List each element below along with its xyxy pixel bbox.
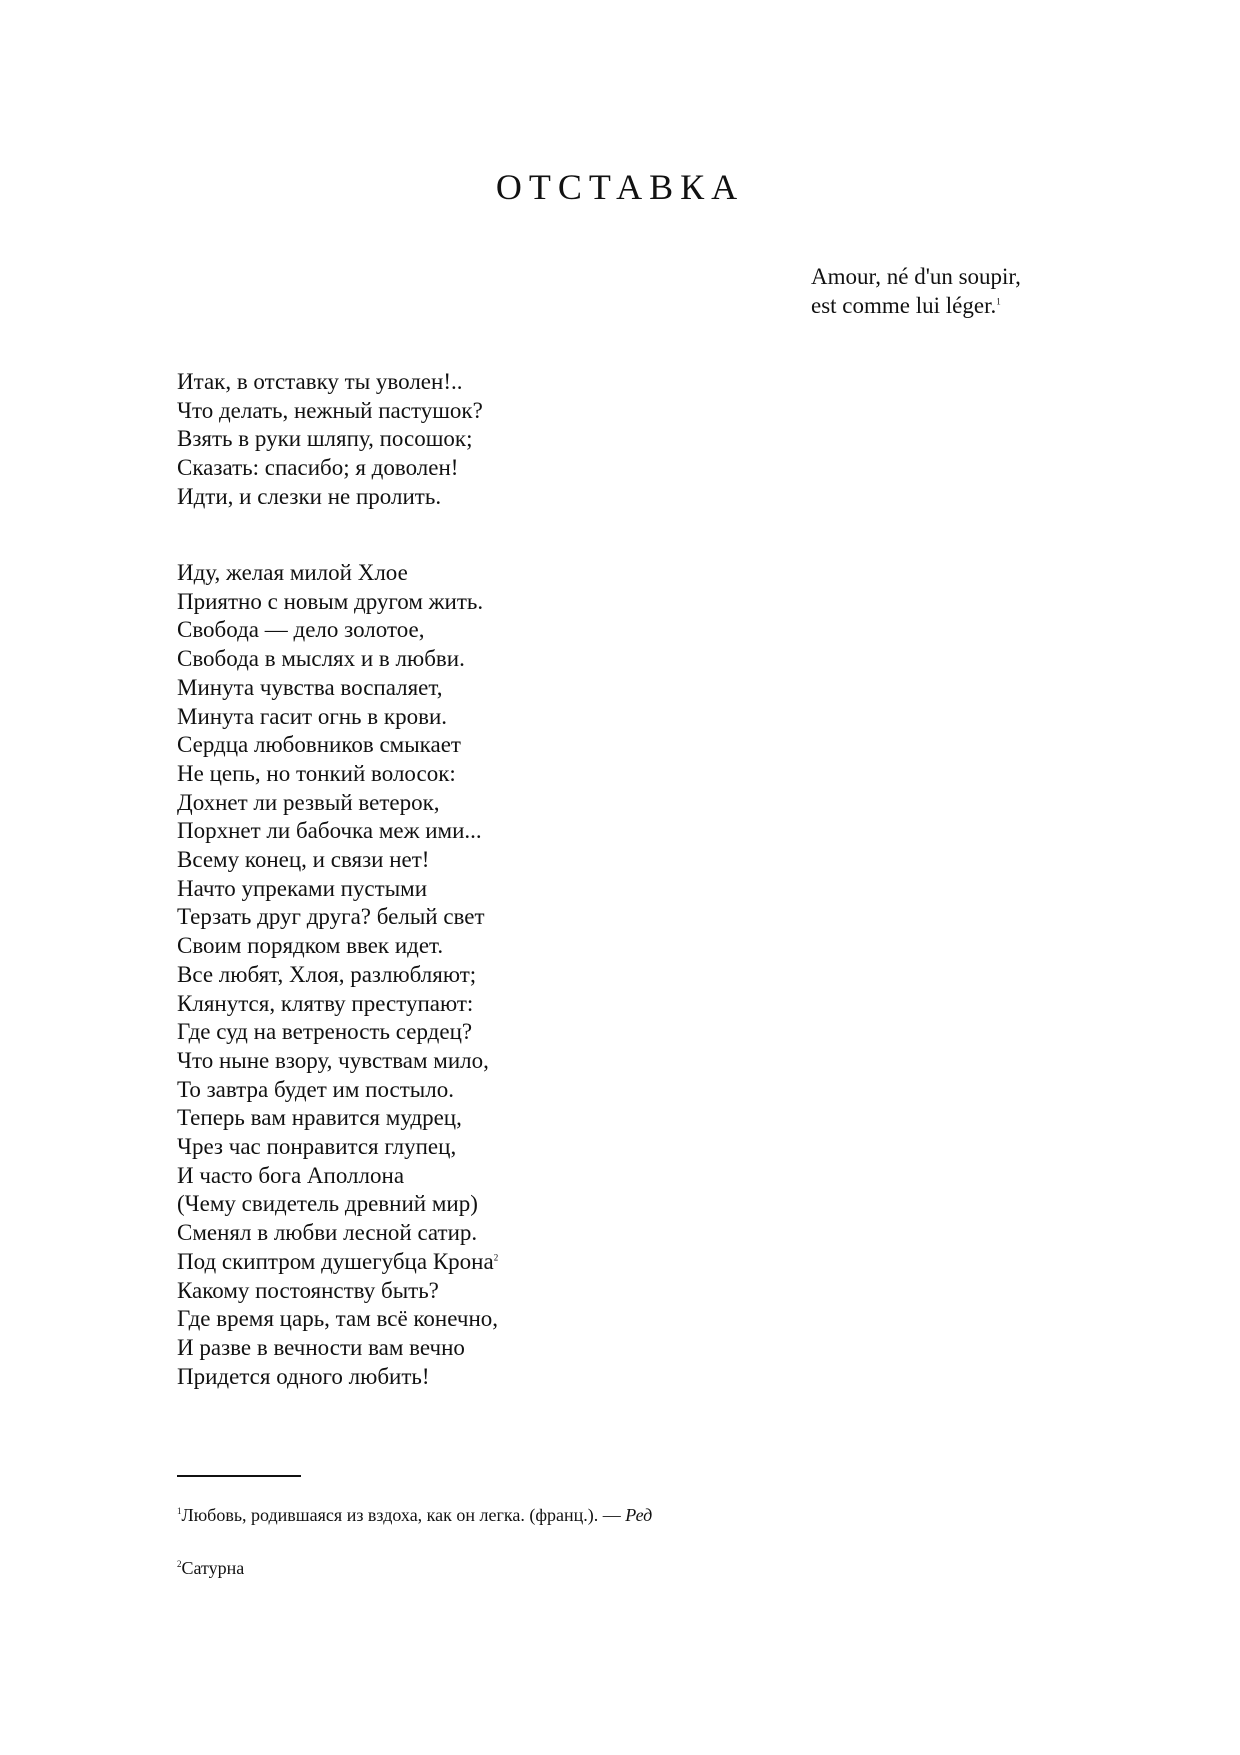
- verse-line: Минута гасит огнь в крови.: [177, 703, 448, 729]
- verse-line: Что делать, нежный пастушок?: [177, 397, 483, 423]
- verse-line: Терзать друг друга? белый свет: [177, 904, 485, 930]
- verse-line: Приятно с новым другом жить.: [177, 588, 484, 614]
- footnote-mark: 2: [177, 1559, 182, 1569]
- verse-line: Чрез час понравится глупец,: [177, 1134, 457, 1160]
- footnote-ref-2[interactable]: 2: [493, 1252, 499, 1263]
- footnote-text: Сатурна: [181, 1558, 245, 1578]
- verse-line: Где время царь, там всё конечно,: [177, 1306, 499, 1332]
- verse-line: Порхнет ли бабочка меж ими...: [177, 818, 482, 844]
- verse-line: Какому постоянству быть?: [177, 1277, 439, 1303]
- epigraph-line-text: est comme lui léger.: [811, 293, 997, 318]
- verse-line: Сменял в любви лесной сатир.: [177, 1220, 478, 1246]
- verse-line: Дохнет ли резвый ветерок,: [177, 789, 440, 815]
- footnote-mark: 1: [177, 1506, 182, 1516]
- verse-line: Придется одного любить!: [177, 1363, 430, 1389]
- epigraph-line-last: [811, 291, 1021, 320]
- footnote-2: [177, 1556, 244, 1580]
- verse-line: Идти, и слезки не пролить.: [177, 483, 442, 509]
- verse-line: Взять в руки шляпу, посошок;: [177, 426, 473, 452]
- verse-line: Иду, желая милой Хлое: [177, 560, 408, 585]
- verse-line: Итак, в отставку ты уволен!..: [177, 369, 463, 394]
- epigraph: [811, 262, 1021, 320]
- verse-line: Минута чувства воспаляет,: [177, 674, 443, 700]
- verse-line: Сказать: спасибо; я доволен!: [177, 455, 459, 481]
- verse-line: Теперь вам нравится мудрец,: [177, 1105, 462, 1131]
- verse-line: Своим порядком ввек идет.: [177, 933, 444, 959]
- footnote-divider: [177, 1475, 301, 1477]
- verse-line: Сердца любовников смыкает: [177, 732, 461, 758]
- verse-line: И часто бога Аполлона: [177, 1162, 405, 1188]
- verse-line: То завтра будет им постыло.: [177, 1076, 454, 1102]
- epigraph-line: Amour, né d'un soupir,: [811, 264, 1021, 289]
- verse-line: Начто упреками пустыми: [177, 875, 428, 901]
- stanza-2: [177, 559, 498, 1391]
- poem-title: ОТСТАВКА: [495, 167, 745, 207]
- verse-line: Всему конец, и связи нет!: [177, 847, 430, 873]
- verse-line-with-footnote: [177, 1248, 498, 1277]
- verse-line: И разве в вечности вам вечно: [177, 1334, 465, 1360]
- footnote-ref-1[interactable]: 1: [996, 296, 1001, 307]
- footnote-attribution: Ред: [625, 1505, 653, 1525]
- footnote-text: Любовь, родившаяся из вздоха, как он легка. (франц.). —: [181, 1505, 626, 1525]
- footnote-1: [177, 1503, 652, 1527]
- verse-line: Свобода — дело золотое,: [177, 617, 425, 643]
- stanza-1: [177, 368, 483, 512]
- verse-line: Свобода в мыслях и в любви.: [177, 646, 465, 672]
- verse-line: Клянутся, клятву преступают:: [177, 990, 474, 1016]
- verse-line: Все любят, Хлоя, разлюбляют;: [177, 961, 477, 987]
- verse-line-text: Под скиптром душегубца Крона: [177, 1248, 494, 1274]
- verse-line: (Чему свидетель древний мир): [177, 1191, 478, 1217]
- verse-line: Где суд на ветреность сердец?: [177, 1019, 473, 1045]
- verse-line: Что ныне взору, чувствам мило,: [177, 1047, 489, 1073]
- verse-line: Не цепь, но тонкий волосок:: [177, 760, 456, 786]
